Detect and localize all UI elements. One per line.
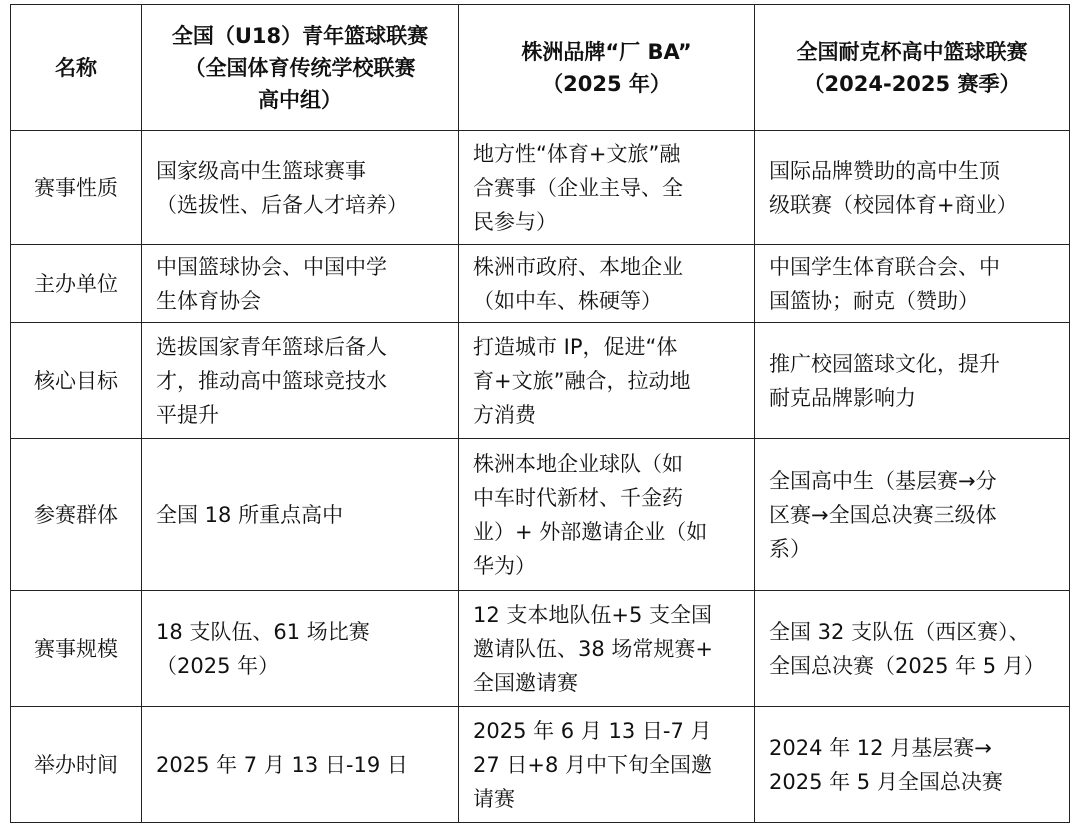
header-row	[11, 5, 1070, 131]
table-row	[11, 439, 1070, 591]
table-cell: 全国 32 支队伍（西区赛）、 全国总决赛（2025 年 5 月）	[755, 591, 1070, 707]
table-cell: 打造城市 IP，促进“体 育+文旅”融合，拉动地 方消费	[459, 323, 755, 439]
table-row	[11, 707, 1070, 823]
row-label: 核心目标	[11, 323, 142, 439]
header-nike-league: 全国耐克杯高中篮球联赛 （2024-2025 赛季）	[755, 5, 1070, 131]
table-row	[11, 323, 1070, 439]
header-u18-league: 全国（U18）青年篮球联赛 （全国体育传统学校联赛 高中组）	[142, 5, 459, 131]
header-zhuzhou-ba: 株洲品牌“厂 BA” （2025 年）	[459, 5, 755, 131]
table-cell: 选拔国家青年篮球后备人 才，推动高中篮球竞技水 平提升	[142, 323, 459, 439]
row-label: 赛事性质	[11, 131, 142, 245]
table-row	[11, 131, 1070, 245]
table-cell: 2024 年 12 月基层赛→ 2025 年 5 月全国总决赛	[755, 707, 1070, 823]
table-cell: 国家级高中生篮球赛事 （选拔性、后备人才培养）	[142, 131, 459, 245]
table-row	[11, 245, 1070, 323]
table-cell: 中国篮球协会、中国中学 生体育协会	[142, 245, 459, 323]
table-cell: 12 支本地队伍+5 支全国 邀请队伍、38 场常规赛+ 全国邀请赛	[459, 591, 755, 707]
row-label: 参赛群体	[11, 439, 142, 591]
table-cell: 2025 年 7 月 13 日-19 日	[142, 707, 459, 823]
row-label: 赛事规模	[11, 591, 142, 707]
header-name: 名称	[11, 5, 142, 131]
table-cell: 株洲市政府、本地企业 （如中车、株硬等）	[459, 245, 755, 323]
table-cell: 全国高中生（基层赛→分 区赛→全国总决赛三级体 系）	[755, 439, 1070, 591]
table-cell: 国际品牌赞助的高中生顶 级联赛（校园体育+商业）	[755, 131, 1070, 245]
table-cell: 推广校园篮球文化，提升 耐克品牌影响力	[755, 323, 1070, 439]
table-cell: 株洲本地企业球队（如 中车时代新材、千金药 业）+ 外部邀请企业（如 华为）	[459, 439, 755, 591]
row-label: 举办时间	[11, 707, 142, 823]
table-cell: 18 支队伍、61 场比赛 （2025 年）	[142, 591, 459, 707]
table-row	[11, 591, 1070, 707]
table-cell: 全国 18 所重点高中	[142, 439, 459, 591]
comparison-table	[10, 4, 1070, 823]
table-cell: 中国学生体育联合会、中 国篮协；耐克（赞助）	[755, 245, 1070, 323]
row-label: 主办单位	[11, 245, 142, 323]
table-cell: 地方性“体育+文旅”融 合赛事（企业主导、全 民参与）	[459, 131, 755, 245]
table-cell: 2025 年 6 月 13 日-7 月 27 日+8 月中下旬全国邀 请赛	[459, 707, 755, 823]
